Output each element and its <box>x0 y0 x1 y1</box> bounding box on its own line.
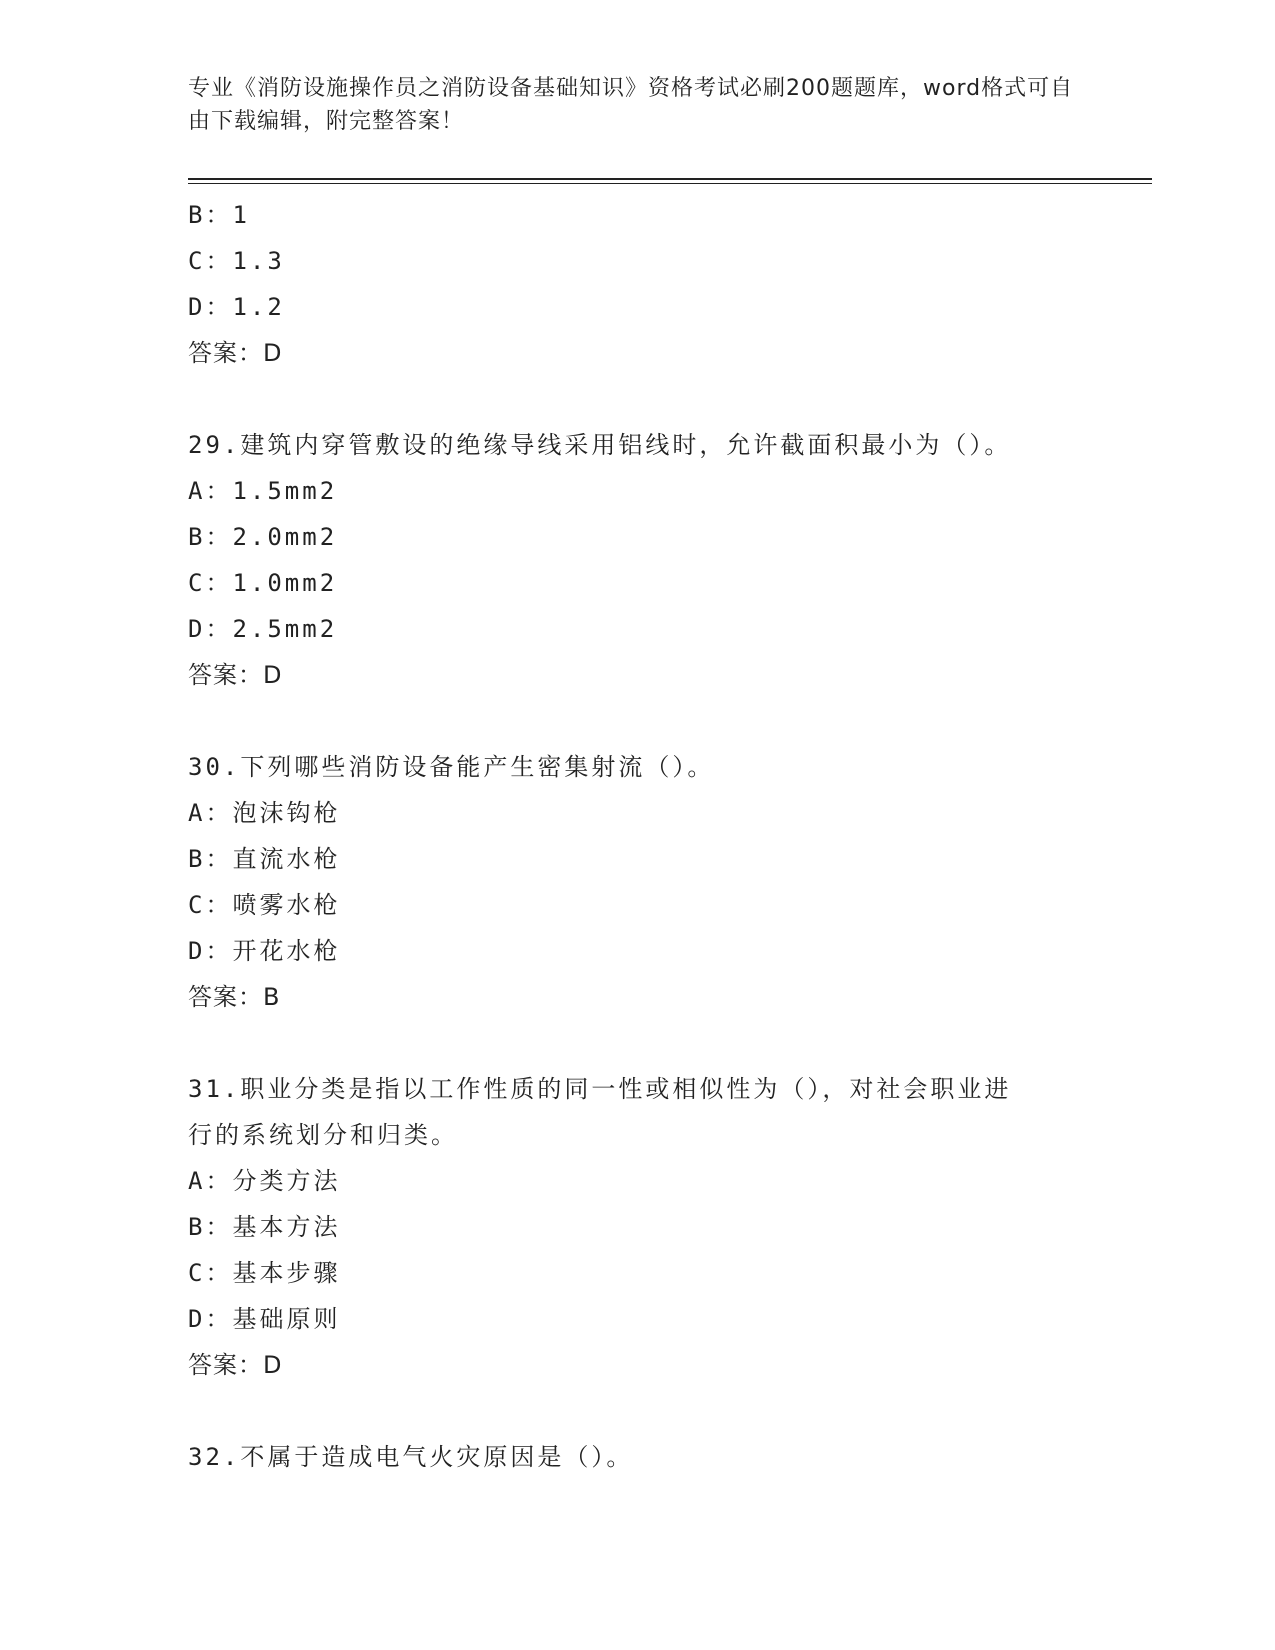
question-29 <box>188 422 1088 698</box>
question-32 <box>188 1434 1088 1480</box>
option-b: B：1 <box>188 201 250 229</box>
question-text-line-1: 31.职业分类是指以工作性质的同一性或相似性为（），对社会职业进 <box>188 1075 1012 1103</box>
option-a: A：分类方法 <box>188 1167 341 1195</box>
answer: 答案：D <box>188 339 283 367</box>
question-text-line-2: 行的系统划分和归类。 <box>188 1121 458 1149</box>
option-d: D：开花水枪 <box>188 937 341 965</box>
option-c: C：1.3 <box>188 247 285 275</box>
question-text: 32.不属于造成电气火灾原因是（）。 <box>188 1443 634 1471</box>
option-c: C：喷雾水枪 <box>188 891 341 919</box>
option-b: B：直流水枪 <box>188 845 341 873</box>
option-d: D：2.5mm2 <box>188 615 338 643</box>
answer: 答案：D <box>188 1351 283 1379</box>
option-a: A：1.5mm2 <box>188 477 338 505</box>
question-text: 30.下列哪些消防设备能产生密集射流（）。 <box>188 753 715 781</box>
option-c: C：1.0mm2 <box>188 569 338 597</box>
question-list <box>188 192 1088 1480</box>
question-28-tail <box>188 192 1088 376</box>
option-c: C：基本步骤 <box>188 1259 341 1287</box>
answer: 答案：D <box>188 661 283 689</box>
option-b: B：2.0mm2 <box>188 523 338 551</box>
header-divider-thick <box>188 178 1152 180</box>
question-31 <box>188 1066 1088 1388</box>
header-divider-thin <box>188 183 1152 184</box>
option-d: D：基础原则 <box>188 1305 341 1333</box>
option-a: A：泡沫钩枪 <box>188 799 341 827</box>
option-b: B：基本方法 <box>188 1213 341 1241</box>
answer: 答案：B <box>188 983 281 1011</box>
document-header-title: 专业《消防设施操作员之消防设备基础知识》资格考试必刷200题题库，word格式可自由下载编辑，附完整答案！ <box>188 76 1074 134</box>
question-30 <box>188 744 1088 1020</box>
option-d: D：1.2 <box>188 293 285 321</box>
question-text: 29.建筑内穿管敷设的绝缘导线采用铝线时，允许截面积最小为（）。 <box>188 431 1012 459</box>
